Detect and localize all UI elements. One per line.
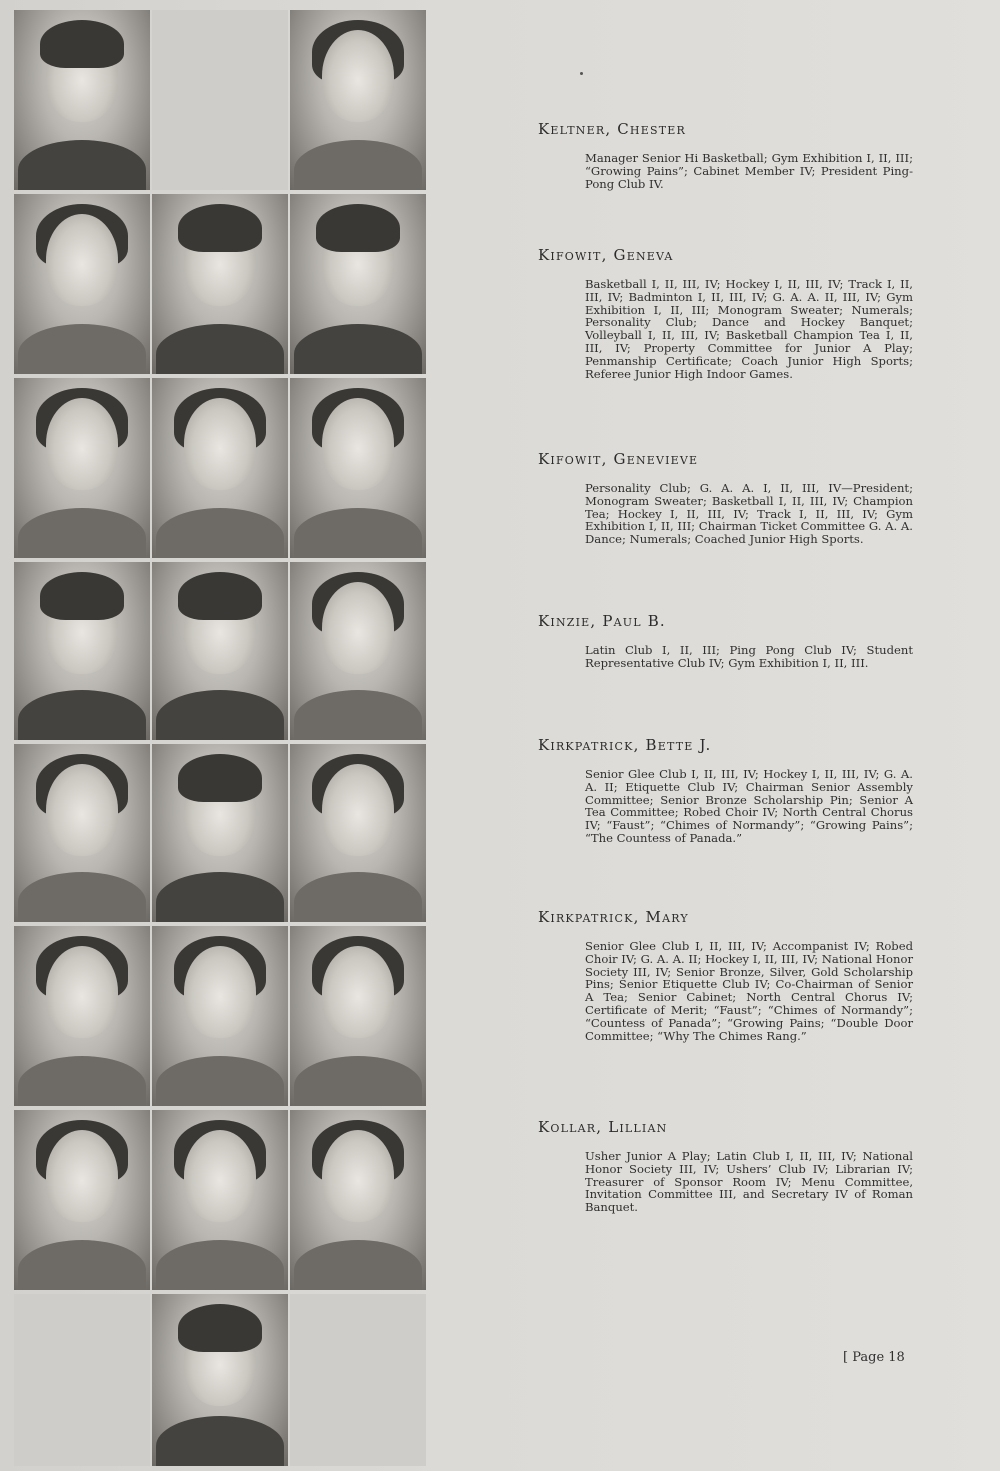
student-photo: [14, 926, 150, 1106]
student-name: Kinzie, Paul B.: [538, 612, 666, 630]
student-photo: [152, 1294, 288, 1466]
student-photo: [290, 562, 426, 740]
student-name: Keltner, Chester: [538, 120, 686, 138]
student-photo: [14, 378, 150, 558]
student-name: Kollar, Lillian: [538, 1118, 668, 1136]
student-name: Kifowit, Geneva: [538, 246, 674, 264]
empty-photo-slot: [14, 1294, 150, 1466]
student-activities: Manager Senior Hi Basketball; Gym Exhibition I, II, III; “Growing Pains”; Cabinet Member IV; President Ping-Pong Club IV.: [585, 151, 913, 191]
student-entry: [538, 908, 913, 1042]
student-activities: Basketball I, II, III, IV; Hockey I, II, III, IV; Track I, II, III, IV; Badminton I, II, III, IV; G. A. A. II, III, IV; Gym Exhibition I, II, III; Monogram Sweater; Numerals; Personality Club; Dance and Hockey Banquet; Volleyball I, II, III, IV; Basketball Champion Tea I, II, III, IV; Property Committee for Junior A Play; Penmanship Certificate; Coach Junior High Sports; Referee Junior High Indoor Games.: [585, 277, 913, 381]
student-photo: [152, 194, 288, 374]
student-photo: [152, 744, 288, 922]
empty-photo-slot: [290, 1294, 426, 1466]
student-photo: [152, 562, 288, 740]
student-activities: Latin Club I, II, III; Ping Pong Club IV; Student Representative Club IV; Gym Exhibition I, II, III.: [585, 643, 913, 670]
student-name: Kifowit, Genevieve: [538, 450, 699, 468]
student-photo: [290, 926, 426, 1106]
student-photo: [14, 562, 150, 740]
student-photo: [290, 194, 426, 374]
student-activities: Senior Glee Club I, II, III, IV; Hockey I, II, III, IV; G. A. A. II; Etiquette Club IV; Chairman Senior Assembly Committee; Senior Bronze Scholarship Pin; Senior A Tea Committee; Robed Choir IV; North Central Chorus IV; “Faust”; “Chimes of Normandy”; “Growing Pains”; “The Countess of Panada.”: [585, 767, 913, 845]
photo-grid: [8, 0, 430, 1471]
student-entry: [538, 1118, 913, 1214]
student-photo: [14, 194, 150, 374]
student-photo: [290, 744, 426, 922]
student-activities: Usher Junior A Play; Latin Club I, II, III, IV; National Honor Society III, IV; Ushers’ Club IV; Librarian IV; Treasurer of Sponsor Room IV; Menu Committee, Invitation Committee III, and Secretary IV of Roman Banquet.: [585, 1149, 913, 1215]
student-activities: Personality Club; G. A. A. I, II, III, IV—President; Monogram Sweater; Basketball I, II, III, IV; Champion Tea; Hockey I, II, III, IV; Track I, II, III, IV; Gym Exhibition I, II, III; Chairman Ticket Committee G. A. A. Dance; Numerals; Coached Junior High Sports.: [585, 481, 913, 547]
print-speck: [580, 72, 583, 75]
student-photo: [152, 378, 288, 558]
student-photo: [14, 1110, 150, 1290]
student-photo: [14, 744, 150, 922]
student-activities: Senior Glee Club I, II, III, IV; Accompanist IV; Robed Choir IV; G. A. A. II; Hockey I, II, III, IV; National Honor Society III, IV; Senior Bronze, Silver, Gold Scholarship Pins; Senior Etiquette Club IV; Co-Chairman of Senior A Tea; Senior Cabinet; North Central Chorus IV; Certificate of Merit; “Faust”; “Chimes of Normandy”; “Countess of Panada”; “Growing Pains; “Double Door Committee; “Why The Chimes Rang.”: [585, 939, 914, 1043]
student-photo: [290, 378, 426, 558]
student-photo: [290, 10, 426, 190]
student-name: Kirkpatrick, Bette J.: [538, 736, 712, 754]
student-photo: [152, 926, 288, 1106]
student-name: Kirkpatrick, Mary: [538, 908, 689, 926]
page-number: [ Page 18: [843, 1350, 905, 1365]
empty-photo-slot: [152, 10, 288, 190]
student-entry: [538, 612, 913, 670]
student-entry: [538, 450, 913, 546]
student-entry: [538, 120, 913, 190]
student-entry: [538, 736, 913, 845]
student-photo: [152, 1110, 288, 1290]
student-photo: [290, 1110, 426, 1290]
student-entry: [538, 246, 913, 380]
student-photo: [14, 10, 150, 190]
